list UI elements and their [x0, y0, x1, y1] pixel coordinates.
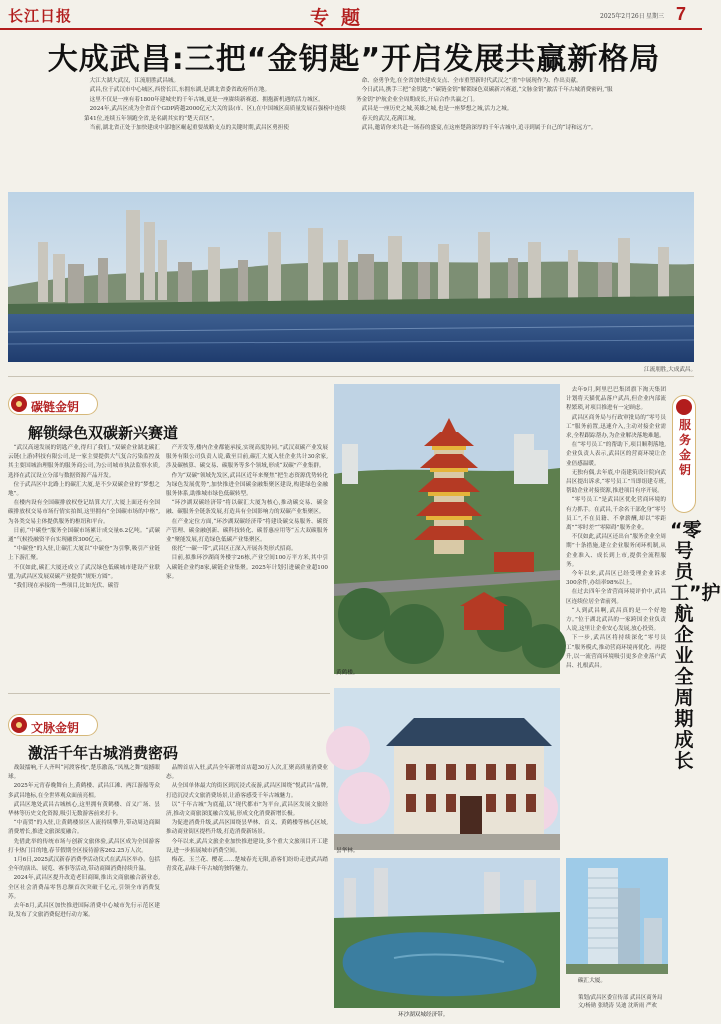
paragraph: “环沙湖双碳经济带”将以碳汇大厦为核心,推动碳交易、碳金融、碳服务全链条发展,打造具有全国影响力的双碳产业集聚区。 [166, 500, 328, 516]
culture-column-1 [8, 764, 160, 1018]
building-photo [566, 858, 668, 974]
culture-badge-label: 文脉金钥 [31, 721, 80, 735]
tower-photo [334, 384, 560, 674]
paragraph: 品牌首店入驻,武昌全年新增首店超30万人次,汇聚高质量消费业态。 [166, 765, 328, 781]
paragraph: 不仅如此,武昌区还出台“服务企业全周期”十条措施,建立企业服务闭环机制,从企业准入、成长到上市,提供全流程服务。 [566, 534, 666, 568]
newspaper-logo: 长江日报 [8, 7, 73, 25]
paragraph: 以“千年古城”为底蕴,以“现代都市”为平台,武昌区发展文旅经济,推动文商旅深度融合发展,形成文化消费新增长极。 [166, 801, 328, 818]
paragraph: 无独有偶,去年底,中南建筑设计院向武昌区提出诉求,“零号员工”当即组建专班,帮助企业对接资源,推进项目有序开展。 [566, 469, 666, 495]
paragraph: 这里不仅是一座有着1800年建城史的千年古城,更是一座赓续新赛道、拥抱新机遇的活力城区。 [89, 96, 324, 103]
paragraph: 武昌区商务局与行政审批局的“零号员工”服务前置,迅速介入,主动对接企业需求,全程跟踪帮办,为企业解决落地难题。 [566, 414, 666, 440]
paragraph: 在产业定位方面,“环沙湖双碳经济带”将建设碳交易服务、碳资产管理、碳金融创新、碳科技转化、碳普惠应用等“五大双碳服务业”聚能发展,打造绿色低碳产业集聚区。 [166, 518, 328, 544]
paragraph: 依托“一碳一带”,武昌区正深入开展各类形式招商。 [171, 546, 297, 553]
paragraph: 2024年,武昌区成为全省首个GDP跨越2000亿元大关的县(市、区),在中国城区高质量发展百强榜中连续第41位,连续五年领跑全省,是名副其实的“楚天首区”。 [84, 106, 346, 122]
credits-line-2: 文/杨勋 张晓涛 吴迪 沈昕雨 严欢 [578, 1003, 657, 1009]
paragraph: 为促进消费升级,武昌区围绕昙华林、首义、黄鹤楼等核心区域,推动商业街区提档升级,打造消费新场景。 [166, 820, 328, 836]
issue-date: 2025年2月26日 [600, 13, 645, 20]
service-badge-label: 服务金钥 [678, 418, 691, 477]
lake-caption: 环沙湖双城经济带。 [398, 1012, 449, 1018]
paragraph: 1月6日,2025武汉新春消费季活动仪式在武昌区举办。包括全年的演出、展览、赛事等活动,带动商圈消费持续升温。 [8, 857, 160, 873]
page-number: 7 [676, 4, 687, 24]
hall-photo [334, 688, 560, 850]
paragraph: 武昌区地处武昌古城核心,这里拥有黄鹤楼、首义广场、昙华林等历史文化资源,吸引无数游客前来打卡。 [8, 801, 160, 818]
paragraph: 在楼内设有全国碳排放权登记结算大厅,大厦上面还有全国碳排放权交易市场行情实拍图,这里拥有“全国碳市场的中枢”,为各类交易主体提供服务的枢纽和平台。 [8, 500, 160, 525]
paragraph: 武昌是一座历史之城,英雄之城,也是一座梦想之城,活力之城。 [361, 106, 513, 113]
paragraph: 战鼓擂响,千人齐叫“河渡客栈”,楚乐激荡,“凤凰之舞”震撼眼球。 [8, 765, 160, 781]
service-column [566, 386, 666, 848]
paragraph: 武昌,邀请你来共赴一场春的盛宴,在这座楚韵深厚的千年古城中,追寻到属于自己的“诗和远方”。 [361, 125, 597, 132]
paragraph: 去年8月,武昌区加快推进国际消费中心城市先行示范区建设,发布了文旅消费促进行动方案。 [8, 903, 160, 919]
culture-column-2 [166, 764, 328, 1018]
paragraph: “武汉高速发展的钥匙产业,得归了我们。”双碳企业湖北碳汇云链(上游)科技有限公司,是一家主要提供大气复合污染监控及其主要国城治理服务的服务商公司,为公司城市执法监察水质,选择在武汉设立分部与数据资源产品开发。 [8, 445, 160, 479]
service-title: “零号员工”护航企业全周期成长 [670, 519, 721, 772]
page-headline: 大成武昌:三把“金钥匙”开启发展共赢新格局 [47, 42, 661, 77]
paragraph: “中碳登”的入驻,让碳汇大厦以“中碳登”为引擎,吸引产业链上下游汇聚。 [8, 546, 160, 562]
issue-weekday: 星期三 [646, 13, 665, 20]
paragraph: 不仅如此,碳汇大厦还成立了武汉绿色低碳城市建设产业联盟,为武昌区发展双碳产业提供“规矩方圆”。 [8, 564, 160, 580]
paragraph: “人到武昌啊,武昌真的是一个好地方。”位于湖北武昌的一家跨国企业负责人说,这里让企业安心发展,放心投资。 [566, 607, 666, 633]
paragraph: 大江大湖大武汉，江流朋胜武昌城。 [89, 78, 180, 84]
divider [8, 693, 330, 694]
carbon-column-1 [8, 444, 160, 688]
key-icon [676, 399, 692, 415]
paragraph: 位于武昌区中北路上的碳汇大厦,是不少双碳企业的“梦想之地”。 [8, 481, 160, 498]
building-caption: 碳汇大厦。 [578, 978, 606, 984]
key-icon [11, 396, 27, 412]
culture-title: 激活千年古城消费密码 [28, 744, 179, 762]
paragraph: 日前,“中碳登”服务全国碳市场累计成交量6.2亿吨。“武碳通”气候投融资平台实现融资300亿元。 [8, 527, 160, 544]
paragraph: 产开发等,楼内企业都能承接,实现高度协同。”武汉双碳产业发展服务有限公司负责人说,截至目前,碳汇大厦入驻企业共计30余家,涉及碳核算、碳交易、碳服务等多个领域,形成“双碳”产业集群。 [166, 445, 328, 470]
paragraph: “零号员工”是武昌区优化营商环境的有力抓手。在武昌,千余名干部化身“零号员工”,不在员籍、不拿薪酬,却以“零距离”“零时差”“零障碍”服务企业。 [566, 497, 666, 532]
skyline-photo [8, 192, 694, 362]
paragraph: 先借此举的传统市场与创新文旅体验,武昌区成为全国游客打卡热门目的地,春节假期全区接待游客262.25万人次。 [8, 838, 160, 854]
paragraph: 2025年元宵春晚舞台上,黄鹤楼、武昌江滩、两江游船等众多武昌地标,在全世界观众面前亮相。 [8, 783, 160, 799]
paragraph: 作为“双碳”领域先发区,武昌区近年来聚焦“把生态资源优势转化为绿色发展优势”,加快推进全国碳金融集聚区建设,构建绿色金融服务体系,助推城市绿色低碳转型。 [166, 472, 328, 498]
carbon-column-2 [166, 444, 328, 688]
paragraph: 武昌,位于武汉市中心城区,西傍长江,东拥东湖,是湖北省委省政府所在地。 [89, 87, 271, 94]
skyline-caption: 江流朋胜,大成武昌。 [644, 367, 697, 373]
paragraph: 春天的武汉,花满江城。 [361, 115, 420, 122]
paragraph: “我们现在承接的一些项目,比如光伏、碳管 [13, 583, 119, 590]
paragraph: 在过去四年全省营商环境评价中,武昌区连续位居全省前列。 [566, 589, 666, 605]
paragraph: 今日武昌,携手三把“金钥匙”:“碳链金钥”解锁绿色双碳新兴赛道,“文脉金钥”激活千年古城消费密码,“服务金钥”护航企业全周期成长,开启合作共赢之门。 [356, 87, 613, 103]
paragraph: 命、奋勇争先,在全省加快建成支点、全市重塑新时代武汉之“重”中展现作为、作出贡献。 [361, 78, 582, 84]
tower-caption: 黄鹤楼。 [336, 670, 359, 676]
carbon-title: 解锁绿色双碳新兴赛道 [28, 424, 179, 442]
paragraph: 从全国单体最大的街区到沉浸式夜游,武昌区围绕“悦武昌”品牌,打造沉浸式文旅消费场景,让游客感受千年古城魅力。 [166, 783, 328, 799]
paragraph: 目前,拟推环沙湖商务楼宇26栋,产业空间100万平方米,其中引入碳链企业约8家,碳链企业集聚。2025年计划引进碳企业超100家。 [166, 555, 328, 580]
paragraph: “中南贸”的入驻,让黄鹤楼景区人流持续攀升,带动周边商圈消费增长,推进文旅深度融合。 [8, 820, 160, 836]
carbon-badge-label: 碳链金钥 [31, 400, 80, 414]
carbon-badge [8, 393, 98, 415]
paragraph: 下一步,武昌区将持续深化“零号员工”服务模式,推动营商环境再优化、再提升,以一流营商环境吸引更多企业落户武昌、扎根武昌。 [566, 635, 666, 670]
paragraph: 今年以来,武昌文旅企业加快推进建设,多个重大文旅项目开工建设,进一步拓展城市消费空间。 [166, 838, 328, 854]
service-badge [672, 395, 696, 513]
paragraph: 梅花、玉兰花、樱花……楚城春光无限,游客们纷纷走进武昌踏青赏花,品味千年古城的独特魅力。 [166, 857, 328, 873]
paragraph: 2024年,武昌区提升改造老旧商圈,推出文商旅融合新业态,全区社会消费品零售总额首次突破千亿元,引领全市消费复苏。 [8, 875, 160, 900]
masthead [0, 0, 702, 30]
credits-line-1: 策划/武昌区委宣传部 武昌区商务局 [578, 995, 663, 1001]
paragraph: 在“零号员工”的帮助下,项目顺利落地,企业负责人表示,武昌区的营商环境让企业倍感温暖。 [566, 442, 666, 467]
section-title: 专题 [310, 7, 373, 29]
culture-badge [8, 714, 98, 736]
divider [8, 376, 694, 377]
hall-caption: 昙华林。 [336, 848, 359, 854]
paragraph: 去年9月,阿里巴巴集团旗下淘天集团计划将天猫优品落户武昌,但企业内部流程繁琐,对项目推进有一定顾虑。 [566, 387, 666, 412]
credits [578, 994, 702, 1010]
key-icon [11, 717, 27, 733]
paragraph: 当前,湖北省正处于加快建成中部地区崛起重要战略支点的关键时期,武昌区勇担使 [89, 125, 289, 132]
lead-right-column [356, 77, 618, 133]
lead-left-column [84, 77, 346, 133]
lake-photo [334, 858, 560, 1008]
paragraph: 今年以来,武昌区已经受理企业诉求300余件,办结率98%以上。 [566, 571, 666, 587]
